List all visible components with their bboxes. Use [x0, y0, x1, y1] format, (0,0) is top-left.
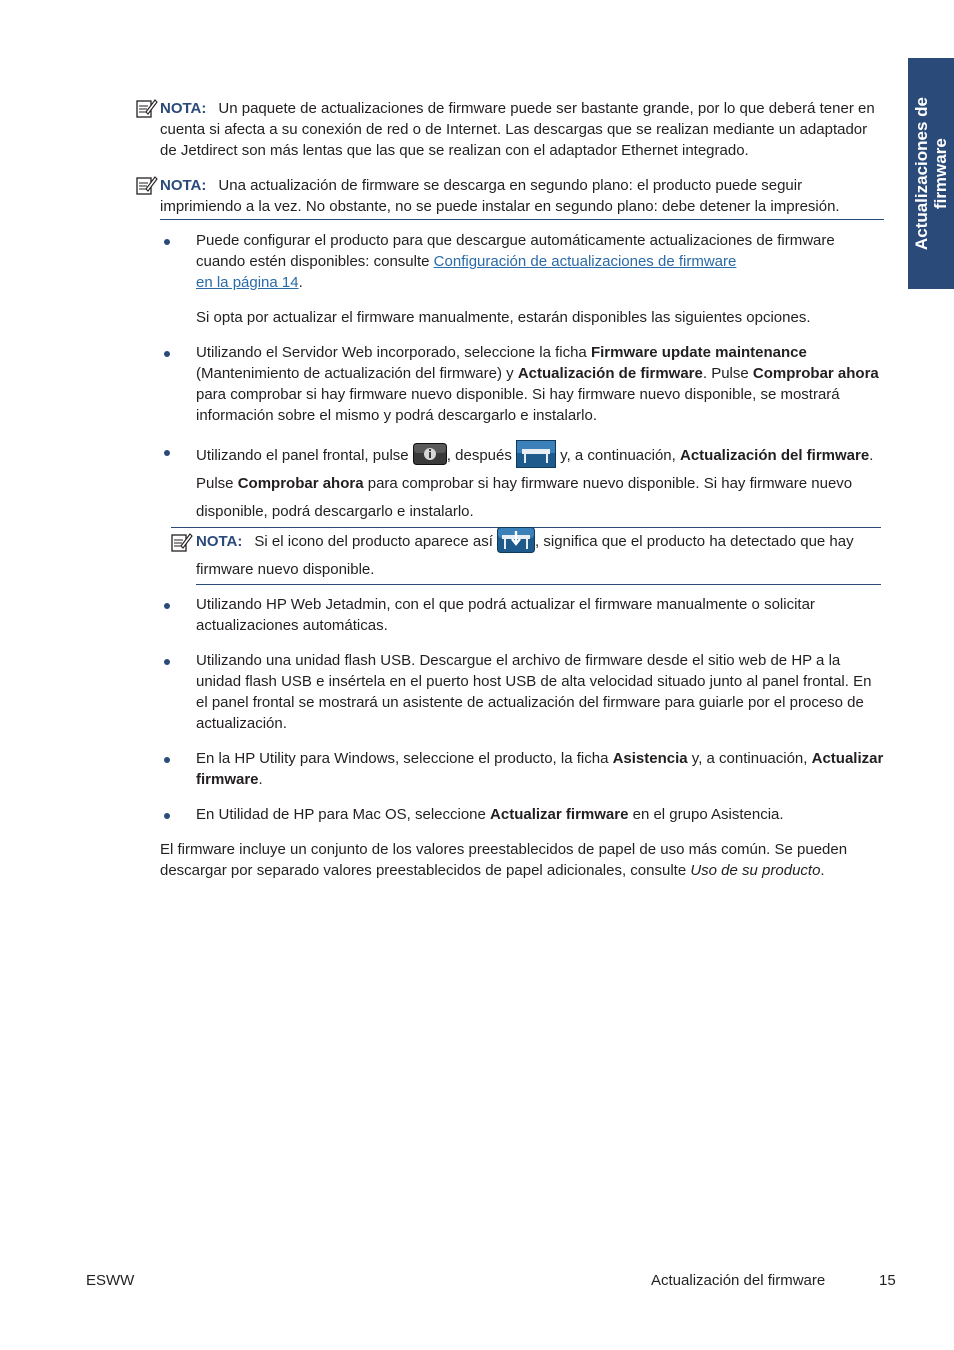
list-item-web-server [196, 342, 884, 426]
printer-update-icon [497, 527, 535, 553]
text: para comprobar si hay firmware nuevo disponible. Si hay firmware nuevo disponible, podrá descargarlo e instalarlo. [196, 475, 853, 521]
note-label: NOTA: [160, 177, 207, 194]
bullet-dot [164, 351, 170, 357]
text: . Pulse [702, 365, 753, 382]
footer-left: ESWW [86, 1272, 135, 1289]
footer-title: Actualización del firmware [651, 1272, 826, 1289]
bold-actualizar-firmware: Actualizar firmware [490, 806, 629, 823]
note-3 [171, 527, 881, 585]
text: . [258, 771, 263, 788]
note-icon [136, 175, 158, 195]
note-text: Una actualización de firmware se descarga en segundo plano: el producto puede seguir imprimiendo a la vez. No obstante, no se puede instalar en segundo plano: debe detener la impresión. [160, 177, 840, 215]
note-label: NOTA: [196, 533, 243, 550]
closing-paragraph [160, 839, 884, 881]
bullet-dot [164, 603, 170, 609]
note-label: NOTA: [160, 100, 207, 117]
note-1 [136, 96, 884, 161]
text: . [820, 862, 825, 879]
period: . [298, 274, 303, 291]
bullet-dot [164, 813, 170, 819]
list-item-hp-utility-windows [196, 748, 884, 790]
link-config-firmware[interactable]: Configuración de actualizaciones de firmware [433, 253, 737, 270]
list-item-text: Puede configurar el producto para que descargue automáticamente actualizaciones de firmware cuando estén disponibles: consulte [196, 232, 835, 270]
list-item-web-jetadmin: Utilizando HP Web Jetadmin, con el que podrá actualizar el firmware manualmente o solicitar actualizaciones automáticas. [196, 596, 815, 634]
bullet-dot [164, 450, 170, 456]
text: En Utilidad de HP para Mac OS, seleccione [196, 806, 491, 823]
bullet-dot [164, 659, 170, 665]
bold-asistencia: Asistencia [612, 750, 688, 767]
bold-actualizacion-del-firmware: Actualización del firmware [679, 447, 870, 464]
text: En la HP Utility para Windows, seleccione el producto, la ficha [196, 750, 613, 767]
note-text: , significa que el producto ha detectado que hay firmware nuevo disponible. [196, 533, 854, 578]
chapter-tab-line1: Actualizaciones de [912, 96, 931, 251]
chapter-tab [908, 58, 954, 289]
text: . Pulse [196, 447, 874, 493]
printer-icon [516, 440, 556, 468]
list-item-usb-flash: Utilizando una unidad flash USB. Descargue el archivo de firmware desde el sitio web de HP a la unidad flash USB e insértela en el puerto host USB de alta velocidad situado junto al panel frontal. En el panel frontal se mostrará un asistente de actualización del firmware para guiarle por el proceso de actualización. [196, 652, 872, 732]
bold-comprobar-ahora: Comprobar ahora [237, 475, 364, 493]
note-text: Si el icono del producto aparece así [254, 533, 498, 550]
text: Utilizando el Servidor Web incorporado, seleccione la ficha [196, 344, 591, 361]
note-icon [136, 98, 158, 118]
bold-actualizar-firmware: Actualizar firmware [196, 750, 884, 788]
text: (Mantenimiento de actualización del firmware) y [196, 365, 518, 382]
bullet-dot [164, 757, 170, 763]
text: y, a continuación, [687, 750, 812, 767]
text: Utilizando el panel frontal, pulse [196, 447, 413, 464]
bold-firmware-update-maintenance: Firmware update maintenance [590, 344, 807, 361]
info-button-icon [413, 443, 447, 465]
text: y, a continuación, [556, 447, 680, 464]
note-text: Un paquete de actualizaciones de firmware puede ser bastante grande, por lo que deberá tener en cuenta si afecta a su conexión de red o de Internet. Las descargas que se realizan mediante un adaptador de Jetdirect son más lentas que las que se realizan con el adaptador Ethernet integrado. [160, 100, 875, 159]
text: en el grupo Asistencia. [628, 806, 784, 823]
italic-uso-de-su-producto: Uso de su producto [690, 862, 821, 879]
list-item-hp-utility-mac [196, 804, 884, 825]
bold-actualizacion-firmware: Actualización de firmware [517, 365, 703, 382]
text: para comprobar si hay firmware nuevo disponible. Si hay firmware nuevo disponible, se mostrará información sobre el mismo y podrá descargarlo e instalarlo. [196, 386, 840, 424]
text: El firmware incluye un conjunto de los valores preestablecidos de papel de uso más común. Se pueden descargar por separado valores preestablecidos de papel adicionales, consulte [160, 841, 848, 879]
chapter-tab-line2: firmware [931, 138, 950, 209]
list-item-auto-update [196, 230, 884, 293]
note-icon [171, 532, 193, 552]
note-2 [136, 173, 884, 220]
chapter-tab-text [912, 97, 950, 250]
bullet-dot [164, 239, 170, 245]
manual-options-paragraph: Si opta por actualizar el firmware manualmente, estarán disponibles las siguientes opciones. [196, 309, 811, 326]
list-item-front-panel [196, 442, 884, 526]
link-page-14[interactable]: en la página 14 [196, 274, 299, 291]
bold-comprobar-ahora: Comprobar ahora [752, 365, 879, 382]
text: , después [446, 447, 517, 464]
page-number: 15 [879, 1272, 896, 1289]
